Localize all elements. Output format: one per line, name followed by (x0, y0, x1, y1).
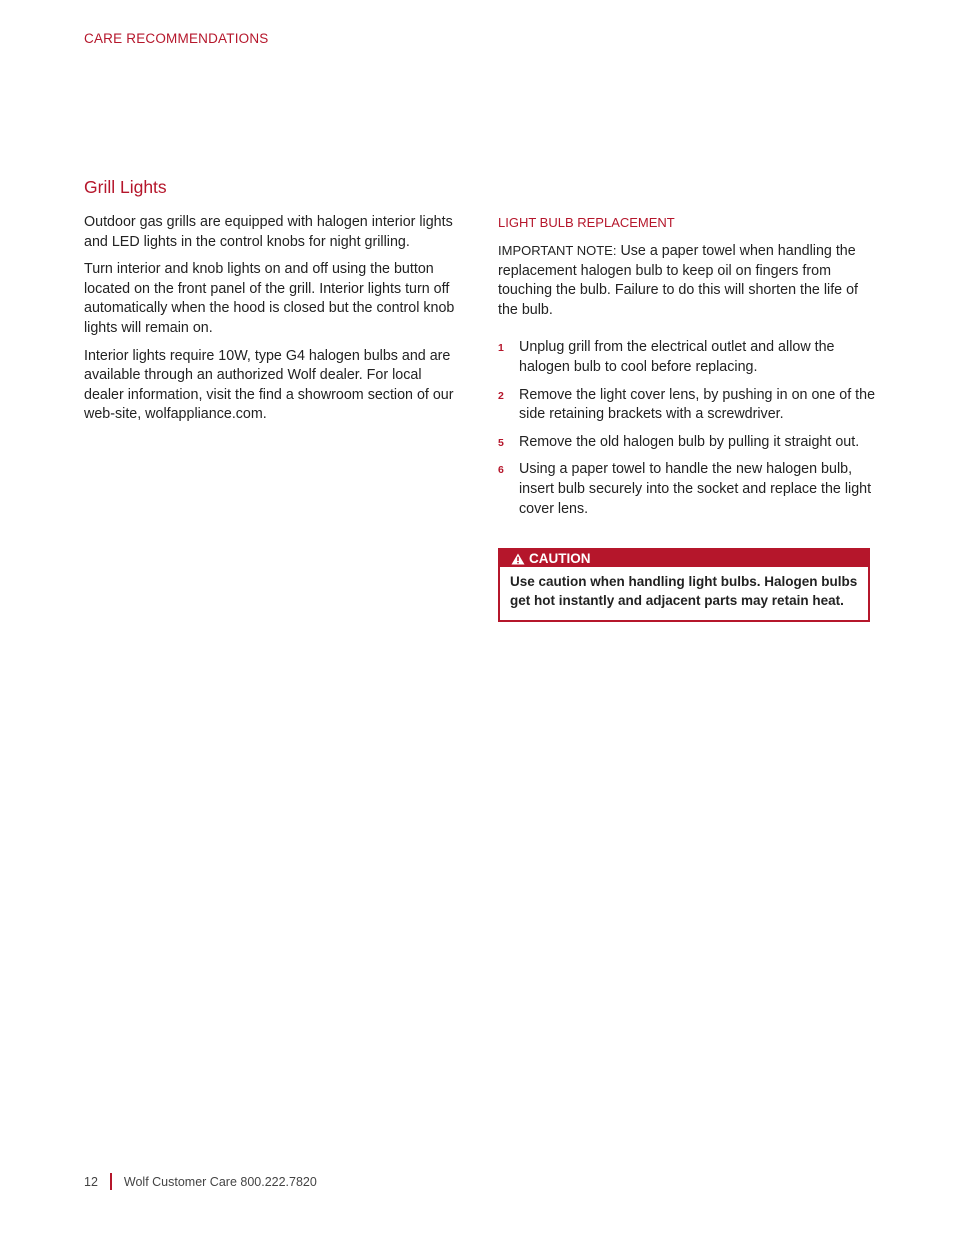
step-item (498, 460, 876, 519)
step-item (498, 338, 876, 377)
step-text: Remove the light cover lens, by pushing in on one of the side retaining brackets with a screwdriver. (519, 386, 876, 423)
important-note (498, 241, 876, 320)
caution-text: Use caution when handling light bulbs. Halogen bulbs get hot instantly and adjacent parts may retain heat. (510, 574, 858, 608)
step-number: 5 (498, 436, 504, 449)
page-number: 12 (84, 1174, 98, 1189)
footer-contact: Wolf Customer Care 800.222.7820 (123, 1174, 317, 1189)
step-item (498, 386, 876, 425)
page-footer (84, 1173, 317, 1190)
grill-lights-section (84, 177, 462, 433)
caution-header (500, 550, 868, 567)
step-number: 1 (498, 342, 504, 355)
note-text: Use a paper towel when handling the replacement halogen bulb to keep oil on fingers from touching the bulb. Failure to do this will shorten the life of the bulb. (498, 243, 859, 318)
section-title: Grill Lights (84, 177, 167, 197)
step-item (498, 433, 876, 453)
subsection-title: LIGHT BULB REPLACEMENT (498, 215, 675, 230)
section-header: CARE RECOMMENDATIONS (84, 31, 269, 46)
step-text: Using a paper towel to handle the new halogen bulb, insert bulb securely into the socket and replace the light cover lens. (519, 461, 872, 517)
bulb-replacement-section (498, 215, 876, 527)
caution-box (498, 548, 870, 622)
paragraph-controls: Turn interior and knob lights on and off using the button located on the front panel of the grill. Interior lights turn off automatically when the hood is closed but the control knob lights will remain on. (84, 261, 455, 336)
step-text: Unplug grill from the electrical outlet and allow the halogen bulb to cool before replacing. (519, 339, 835, 375)
paragraph-intro: Outdoor gas grills are equipped with halogen interior lights and LED lights in the control knobs for night grilling. (84, 214, 453, 250)
note-label: IMPORTANT NOTE: (498, 243, 617, 258)
step-number: 2 (498, 389, 504, 402)
warning-triangle-icon (511, 553, 525, 565)
step-number: 6 (498, 464, 504, 477)
caution-label: CAUTION (529, 551, 591, 566)
footer-divider (110, 1173, 112, 1190)
paragraph-bulbs: Interior lights require 10W, type G4 halogen bulbs and are available through an authorized Wolf dealer. For local dealer information, visit the find a showroom section of our web-site, wolfappliance.com. (84, 347, 454, 423)
steps-list (498, 338, 876, 519)
step-text: Remove the old halogen bulb by pulling it straight out. (519, 433, 860, 450)
